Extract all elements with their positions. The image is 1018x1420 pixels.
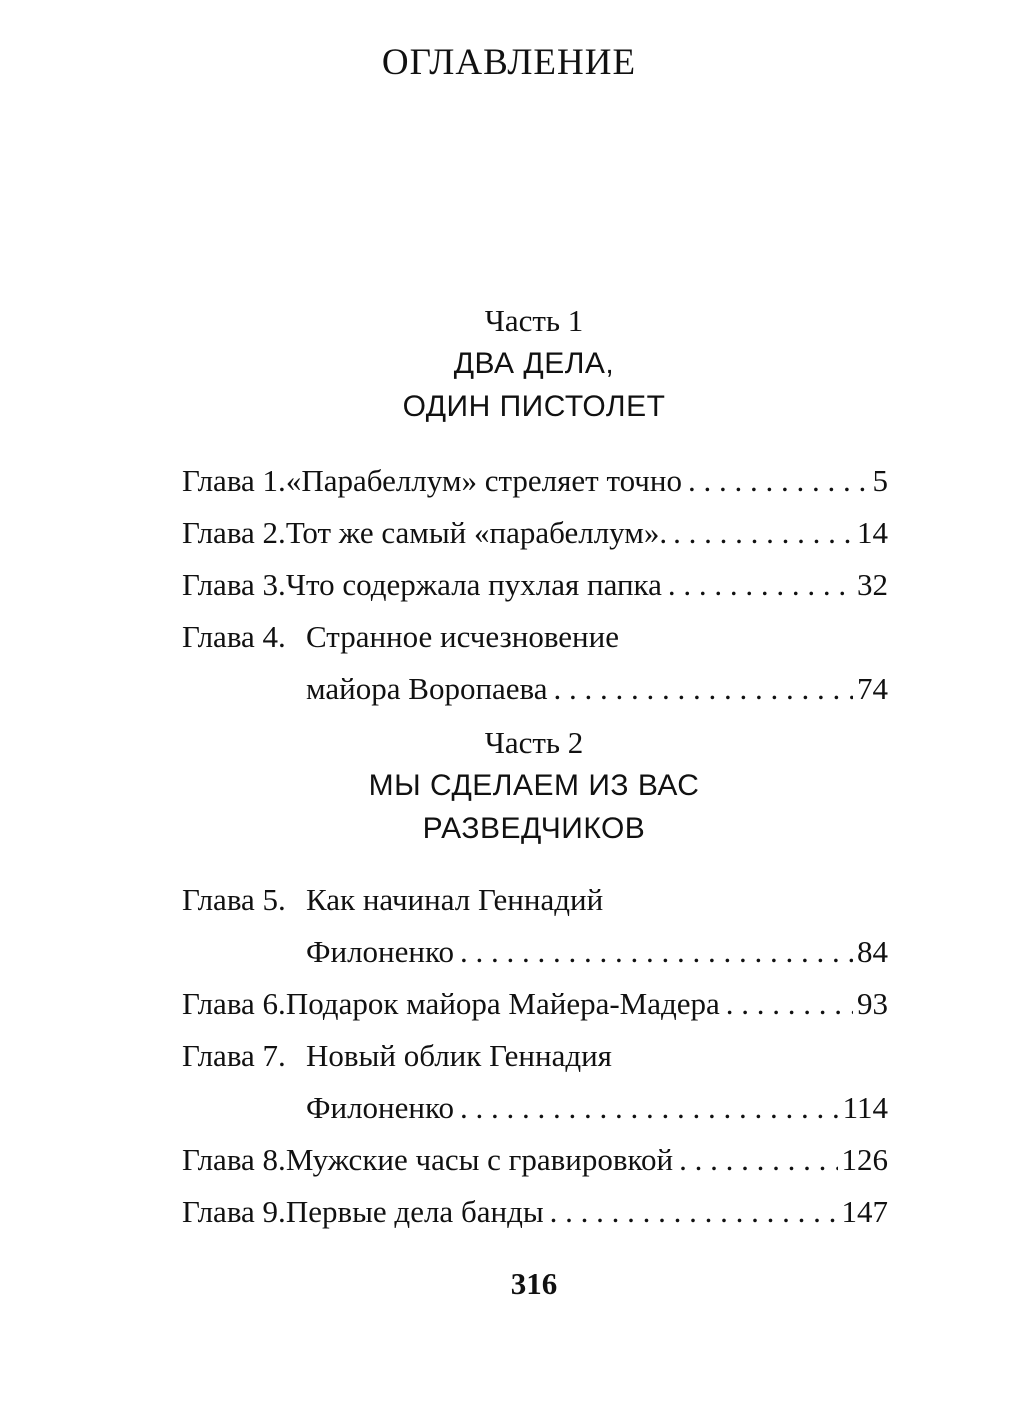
chapter-label: Глава 6. <box>182 986 286 1021</box>
part-heading-line: ДВА ДЕЛА, <box>453 347 615 380</box>
chapter-page-number: 147 <box>841 1194 888 1229</box>
toc-entry[interactable] <box>182 1186 888 1238</box>
toc-entry[interactable] <box>182 1030 888 1134</box>
chapter-page-number: 32 <box>857 567 888 602</box>
chapter-title: Что содержала пухлая папка <box>285 567 662 602</box>
toc-entry[interactable] <box>182 978 888 1030</box>
part-label: Часть 2 <box>484 725 584 760</box>
chapter-page-number: 126 <box>841 1142 888 1177</box>
chapter-page-number: 84 <box>857 934 888 969</box>
dot-leader <box>673 507 853 559</box>
toc-entry[interactable] <box>182 611 888 715</box>
chapter-title-continued: Филоненко <box>306 934 454 969</box>
toc-entry[interactable] <box>182 1134 888 1186</box>
toc-part-2 <box>182 874 888 1238</box>
chapter-title: Мужские часы с гравировкой <box>285 1142 674 1177</box>
dot-leader <box>679 1134 837 1186</box>
chapter-title: Как начинал Геннадий <box>306 882 604 917</box>
chapter-label: Глава 8. <box>182 1142 286 1177</box>
chapter-title: Новый облик Геннадия <box>306 1038 612 1073</box>
dot-leader <box>688 455 869 507</box>
dot-leader <box>460 926 853 978</box>
chapter-label: Глава 7. <box>182 1038 286 1073</box>
dot-leader <box>460 1082 839 1134</box>
chapter-title: Подарок майора Майера-Мадера <box>285 986 720 1021</box>
part-label: Часть 1 <box>484 303 584 338</box>
chapter-title-continued: Филоненко <box>306 1090 454 1125</box>
chapter-label: Глава 5. <box>182 882 286 917</box>
chapter-page-number: 14 <box>857 515 888 550</box>
chapter-label: Глава 2. <box>182 515 286 550</box>
toc-entry[interactable] <box>182 559 888 611</box>
chapter-title: «Парабеллум» стреляет точно <box>285 463 682 498</box>
part-heading-line: МЫ СДЕЛАЕМ ИЗ ВАС <box>368 769 700 802</box>
part-heading-line: ОДИН ПИСТОЛЕТ <box>402 390 666 423</box>
dot-leader <box>668 559 853 611</box>
dot-leader <box>554 663 853 715</box>
toc-entry[interactable] <box>182 455 888 507</box>
chapter-label: Глава 4. <box>182 619 286 654</box>
chapter-title: Первые дела банды <box>285 1194 544 1229</box>
chapter-label: Глава 9. <box>182 1194 286 1229</box>
chapter-title: Странное исчезновение <box>306 619 619 654</box>
chapter-page-number: 74 <box>857 671 888 706</box>
dot-leader <box>726 978 853 1030</box>
part-heading-line: РАЗВЕДЧИКОВ <box>422 812 646 845</box>
chapter-title: Тот же самый «парабеллум». <box>285 515 668 550</box>
part-1-header <box>0 300 1018 428</box>
page-title: ОГЛАВЛЕНИЕ <box>381 42 637 83</box>
toc-entry[interactable] <box>182 874 888 978</box>
dot-leader <box>550 1186 838 1238</box>
part-2-header <box>0 722 1018 850</box>
chapter-label: Глава 1. <box>182 463 286 498</box>
chapter-page-number: 93 <box>857 986 888 1021</box>
chapter-label: Глава 3. <box>182 567 286 602</box>
toc-entry[interactable] <box>182 507 888 559</box>
chapter-page-number: 114 <box>842 1090 888 1125</box>
chapter-page-number: 5 <box>872 463 888 498</box>
toc-part-1 <box>182 455 888 715</box>
page-number: 316 <box>510 1266 558 1301</box>
chapter-title-continued: майора Воропаева <box>306 671 548 706</box>
